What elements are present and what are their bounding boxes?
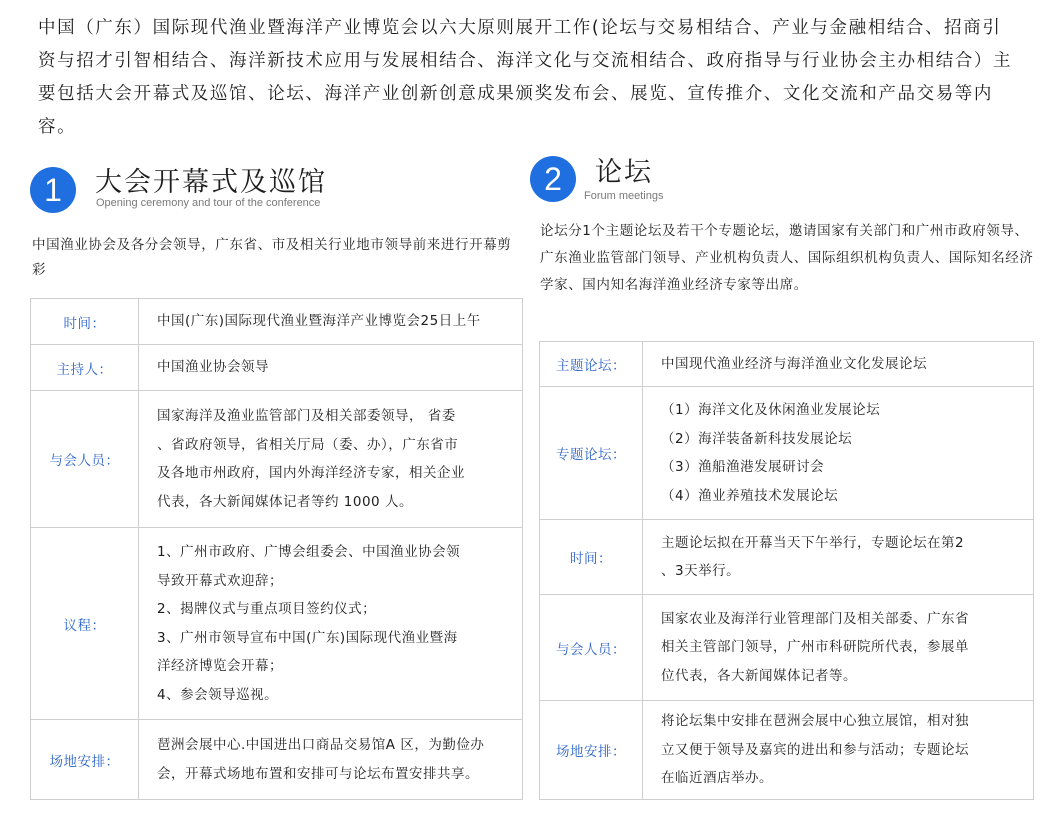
table-row [540, 701, 1034, 800]
row-label: 专题论坛： [540, 387, 643, 520]
row-value-line: 洋经济博览会开幕； [157, 658, 283, 674]
table-row [540, 520, 1034, 595]
row-value-line: 1、广州市政府、广博会组委会、中国渔业协会领 [157, 544, 461, 560]
row-label: 主持人： [31, 345, 139, 391]
row-label: 时间： [31, 299, 139, 345]
table-row [31, 391, 523, 528]
row-value-line: 、3天举行。 [661, 563, 741, 579]
row-label: 与会人员： [31, 391, 139, 528]
section-2-subtitle: Forum meetings [584, 190, 664, 202]
row-value-line: 国家海洋及渔业监管部门及相关部委领导， 省委 [157, 408, 456, 424]
section-2-table [539, 341, 1034, 800]
section-1-table [30, 298, 523, 800]
section-1-description: 中国渔业协会及各分会领导，广东省、市及相关行业地市领导前来进行开幕剪彩 [32, 237, 512, 278]
table-row [31, 720, 523, 800]
row-value [139, 299, 523, 345]
row-value [139, 528, 523, 720]
row-value [139, 720, 523, 800]
row-value-line: 琶洲会展中心.中国进出口商品交易馆A 区，为勤俭办 [157, 737, 485, 753]
table-row [540, 342, 1034, 387]
table-row [31, 528, 523, 720]
row-label: 时间： [540, 520, 643, 595]
row-value-line: 2、揭牌仪式与重点项目签约仪式； [157, 601, 377, 617]
row-value [643, 595, 1034, 701]
row-label: 场地安排： [31, 720, 139, 800]
row-value-line: 国家农业及海洋行业管理部门及相关部委、广东省 [661, 610, 969, 627]
table-row [540, 595, 1034, 701]
row-value-line: 会，开幕式场地布置和安排可与论坛布置安排共享。 [157, 765, 479, 782]
row-value-line: （4）渔业养殖技术发展论坛 [661, 487, 839, 504]
row-value-line: 及各地市州政府，国内外海洋经济专家，相关企业 [157, 465, 465, 481]
row-value [643, 701, 1034, 800]
table-row [540, 387, 1034, 520]
row-value-line: 中国(广东)国际现代渔业暨海洋产业博览会25日上午 [157, 313, 481, 330]
row-label: 议程： [31, 528, 139, 720]
row-value-line: 将论坛集中安排在琶洲会展中心独立展馆，相对独 [661, 713, 969, 730]
row-value-line: （2）海洋装备新科技发展论坛 [661, 430, 853, 447]
section-1-number-badge: 1 [30, 167, 76, 213]
table-row [31, 345, 523, 391]
row-value-line: 中国渔业协会领导 [157, 359, 269, 376]
row-label: 与会人员： [540, 595, 643, 701]
section-2-number-badge: 2 [530, 156, 576, 202]
row-value-line: 立又便于领导及嘉宾的进出和参与活动；专题论坛 [661, 741, 969, 758]
row-value-line: （1）海洋文化及休闲渔业发展论坛 [661, 402, 881, 418]
row-value [139, 391, 523, 528]
section-2-description: 论坛分1个主题论坛及若干个专题论坛，邀请国家有关部门和广州市政府领导、广东渔业监管部门领导、产业机构负责人、国际组织机构负责人、国际知名经济学家、国内知名海洋渔业经济专家等出席。 [540, 223, 1034, 293]
section-2-title: 论坛 [595, 157, 653, 188]
row-value-line: 导致开幕式欢迎辞； [157, 572, 283, 589]
row-value-line: （3）渔船渔港发展研讨会 [661, 459, 825, 475]
row-value-line: 代表，各大新闻媒体记者等约 1000 人。 [157, 493, 413, 510]
row-value [643, 520, 1034, 595]
row-value [643, 342, 1034, 387]
row-value-line: 3、广州市领导宣布中国(广东)国际现代渔业暨海 [157, 629, 458, 646]
table-row [31, 299, 523, 345]
row-value-line: 4、参会领导巡视。 [157, 686, 279, 703]
row-label: 场地安排： [540, 701, 643, 800]
intro-paragraph: 中国（广东）国际现代渔业暨海洋产业博览会以六大原则展开工作(论坛与交易相结合、产业与金融相结合、招商引资与招才引智相结合、海洋新技术应用与发展相结合、海洋文化与交流相结合、政府指导与行业协会主办相结合）主要包括大会开幕式及巡馆、论坛、海洋产业创新创意成果颁奖发布会、展览、宣传推介、文化交流和产品交易等内容。 [38, 18, 1013, 137]
section-1-title: 大会开幕式及巡馆 [95, 167, 327, 198]
row-value-line: 主题论坛拟在开幕当天下午举行，专题论坛在第2 [661, 534, 965, 551]
row-value-line: 中国现代渔业经济与海洋渔业文化发展论坛 [661, 355, 927, 372]
row-value [643, 387, 1034, 520]
section-1-subtitle: Opening ceremony and tour of the conference [96, 197, 321, 209]
row-value-line: 在临近酒店举办。 [661, 770, 773, 787]
row-label: 主题论坛： [540, 342, 643, 387]
row-value-line: 、省政府领导，省相关厅局（委、办），广东省市 [157, 436, 459, 453]
row-value [139, 345, 523, 391]
row-value-line: 位代表，各大新闻媒体记者等。 [661, 667, 857, 684]
row-value-line: 相关主管部门领导，广州市科研院所代表，参展单 [661, 639, 969, 656]
